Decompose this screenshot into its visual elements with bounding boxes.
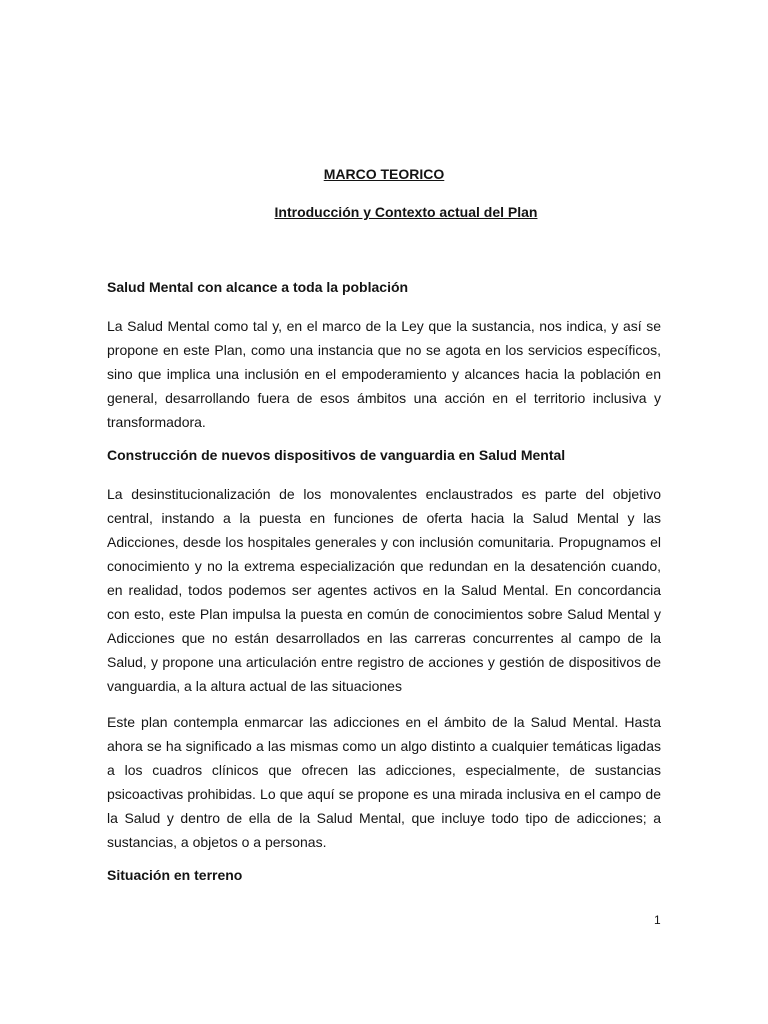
- document-body: [107, 278, 661, 902]
- body-paragraph: Este plan contempla enmarcar las adicciones en el ámbito de la Salud Mental. Hasta ahora se ha significado a las mismas como un algo distinto a cualquier temáticas ligadas a los cuadros clínicos que ofrecen las adicciones, especialmente, de sustancias psicoactivas prohibidas. Lo que aquí se propone es una mirada inclusiva en el campo de la Salud y dentro de ella de la Salud Mental, que incluye todo tipo de adicciones; a sustancias, a objetos o a personas.: [107, 714, 661, 850]
- section-heading: Situación en terreno: [107, 867, 243, 883]
- document-subtitle: Introducción y Contexto actual del Plan: [274, 204, 538, 220]
- document-title: MARCO TEORICO: [323, 166, 445, 182]
- section-heading: Construcción de nuevos dispositivos de vanguardia en Salud Mental: [107, 447, 566, 463]
- section-heading: Salud Mental con alcance a toda la población: [107, 279, 409, 295]
- page-number: 1: [654, 913, 661, 927]
- body-paragraph: La Salud Mental como tal y, en el marco de la Ley que la sustancia, nos indica, y así se propone en este Plan, como una instancia que no se agota en los servicios específicos, sino que implica una inclusión en el empoderamiento y alcances hacia la población en general, desarrollando fuera de esos ámbitos una acción en el territorio inclusiva y transformadora.: [107, 318, 661, 430]
- body-paragraph: La desinstitucionalización de los monovalentes enclaustrados es parte del objetivo central, instando a la puesta en funciones de oferta hacia la Salud Mental y las Adicciones, desde los hospitales generales y con inclusión comunitaria. Propugnamos el conocimiento y no la extrema especialización que redundan en la desatención cuando, en realidad, todos podemos ser agentes activos en la Salud Mental. En concordancia con esto, este Plan impulsa la puesta en común de conocimientos sobre Salud Mental y Adicciones que no están desarrollados en las carreras concurrentes al campo de la Salud, y propone una articulación entre registro de acciones y gestión de dispositivos de vanguardia, a la altura actual de las situaciones: [107, 486, 661, 694]
